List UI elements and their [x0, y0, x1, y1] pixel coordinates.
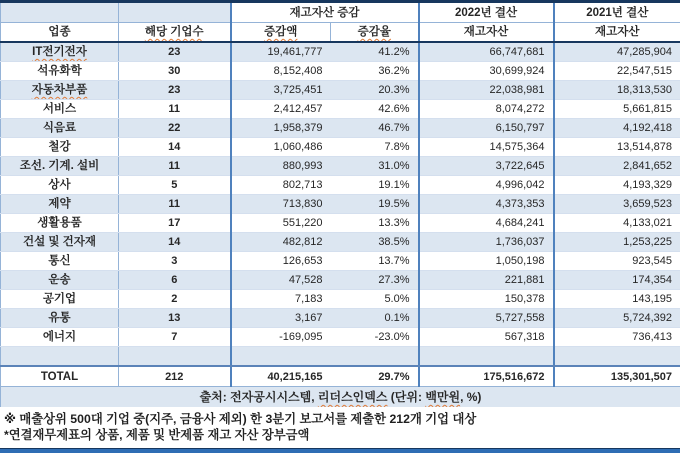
table-row — [1, 119, 680, 138]
total-company-count: 212 — [119, 366, 231, 387]
header-change-amount: 증감액 — [231, 23, 331, 43]
industry-cell: 철강 — [1, 138, 119, 157]
table-row — [1, 309, 680, 328]
header-2022-settlement: 2022년 결산 — [419, 2, 554, 23]
company-count-cell: 17 — [119, 214, 231, 233]
change-amount-cell: 1,060,486 — [231, 138, 331, 157]
inventory-2022-cell: 3,722,645 — [419, 157, 554, 176]
change-rate-cell: 38.5% — [331, 233, 419, 252]
change-rate-cell: 41.2% — [331, 42, 419, 62]
total-change-rate: 29.7% — [331, 366, 419, 387]
company-count-cell: 14 — [119, 138, 231, 157]
company-count-cell: 11 — [119, 157, 231, 176]
change-amount-cell: 8,152,408 — [231, 62, 331, 81]
change-amount-cell: 713,830 — [231, 195, 331, 214]
industry-cell: 통신 — [1, 252, 119, 271]
inventory-2021-cell: 22,547,515 — [554, 62, 680, 81]
company-count-cell: 11 — [119, 195, 231, 214]
inventory-2022-cell: 1,736,037 — [419, 233, 554, 252]
total-inventory-2021: 135,301,507 — [554, 366, 680, 387]
inventory-2022-cell: 1,050,198 — [419, 252, 554, 271]
change-amount-cell: 1,958,379 — [231, 119, 331, 138]
header-group-row — [1, 2, 680, 23]
header-blank-count — [119, 2, 231, 23]
change-amount-cell: 2,412,457 — [231, 100, 331, 119]
industry-cell: 서비스 — [1, 100, 119, 119]
header-2021-settlement: 2021년 결산 — [554, 2, 680, 23]
change-amount-cell: 7,183 — [231, 290, 331, 309]
industry-cell: 조선. 기계. 설비 — [1, 157, 119, 176]
industry-cell: IT전기전자 — [1, 42, 119, 62]
company-count-cell: 6 — [119, 271, 231, 290]
header-inventory-2022: 재고자산 — [419, 23, 554, 43]
inventory-2021-cell: 174,354 — [554, 271, 680, 290]
industry-cell: 유통 — [1, 309, 119, 328]
company-count-cell: 14 — [119, 233, 231, 252]
change-amount-cell: 802,713 — [231, 176, 331, 195]
inventory-2021-cell: 18,313,530 — [554, 81, 680, 100]
change-rate-cell: 27.3% — [331, 271, 419, 290]
source-provider: 리더스인덱스 — [318, 390, 388, 404]
inventory-2022-cell: 4,373,353 — [419, 195, 554, 214]
table-row — [1, 138, 680, 157]
source-line: 출처: 전자공시시스템, 리더스인덱스 (단위: 백만원, %) — [1, 387, 680, 408]
industry-cell: 운송 — [1, 271, 119, 290]
inventory-2022-cell: 4,996,042 — [419, 176, 554, 195]
industry-cell: 자동차부품 — [1, 81, 119, 100]
change-rate-cell: 7.8% — [331, 138, 419, 157]
header-group-inventory-change: 재고자산 증감 — [231, 2, 419, 23]
header-industry: 업종 — [1, 23, 119, 43]
industry-cell: 건설 및 건자재 — [1, 233, 119, 252]
table-row — [1, 252, 680, 271]
change-rate-cell: 20.3% — [331, 81, 419, 100]
inventory-2021-cell: 1,253,225 — [554, 233, 680, 252]
footnote-scope: ※ 매출상위 500대 기업 중(지주, 금융사 제외) 한 3분기 보고서를 제출한 212개 기업 대상 — [4, 411, 676, 427]
company-count-cell: 13 — [119, 309, 231, 328]
inventory-2021-cell: 4,193,329 — [554, 176, 680, 195]
table-footer — [1, 347, 680, 408]
total-row — [1, 366, 680, 387]
total-change-amount: 40,215,165 — [231, 366, 331, 387]
company-count-cell: 7 — [119, 328, 231, 347]
inventory-2021-cell: 143,195 — [554, 290, 680, 309]
company-count-cell: 2 — [119, 290, 231, 309]
bottom-border-line — [0, 448, 680, 453]
change-rate-cell: -23.0% — [331, 328, 419, 347]
change-rate-cell: 0.1% — [331, 309, 419, 328]
inventory-2021-cell: 47,285,904 — [554, 42, 680, 62]
inventory-2022-cell: 8,074,272 — [419, 100, 554, 119]
header-column-row — [1, 23, 680, 43]
inventory-2021-cell: 5,661,815 — [554, 100, 680, 119]
company-count-cell: 30 — [119, 62, 231, 81]
company-count-cell: 3 — [119, 252, 231, 271]
inventory-2022-cell: 14,575,364 — [419, 138, 554, 157]
change-rate-cell: 13.3% — [331, 214, 419, 233]
footnote-definition: *연결재무제표의 상품, 제품 및 반제품 재고 자산 장부금액 — [4, 427, 676, 443]
inventory-2021-cell: 4,192,418 — [554, 119, 680, 138]
industry-cell: 생활용품 — [1, 214, 119, 233]
inventory-2022-cell: 5,727,558 — [419, 309, 554, 328]
company-count-cell: 23 — [119, 42, 231, 62]
change-amount-cell: 482,812 — [231, 233, 331, 252]
change-amount-cell: -169,095 — [231, 328, 331, 347]
inventory-2021-cell: 4,133,021 — [554, 214, 680, 233]
inventory-2021-cell: 5,724,392 — [554, 309, 680, 328]
company-count-cell: 22 — [119, 119, 231, 138]
header-company-count: 해당 기업수 — [119, 23, 231, 43]
table-row — [1, 157, 680, 176]
table-row — [1, 328, 680, 347]
table-header — [1, 2, 680, 43]
inventory-2021-cell: 3,659,523 — [554, 195, 680, 214]
spacer-row — [1, 347, 680, 367]
table-row — [1, 81, 680, 100]
change-rate-cell: 31.0% — [331, 157, 419, 176]
industry-cell: 제약 — [1, 195, 119, 214]
company-count-cell: 23 — [119, 81, 231, 100]
change-amount-cell: 880,993 — [231, 157, 331, 176]
table-row — [1, 233, 680, 252]
total-inventory-2022: 175,516,672 — [419, 366, 554, 387]
change-rate-cell: 36.2% — [331, 62, 419, 81]
change-rate-cell: 19.5% — [331, 195, 419, 214]
table-row — [1, 42, 680, 62]
table-row — [1, 290, 680, 309]
change-amount-cell: 19,461,777 — [231, 42, 331, 62]
industry-cell: 식음료 — [1, 119, 119, 138]
table-row — [1, 62, 680, 81]
change-amount-cell: 3,725,451 — [231, 81, 331, 100]
header-blank-industry — [1, 2, 119, 23]
table-row — [1, 176, 680, 195]
inventory-2021-cell: 13,514,878 — [554, 138, 680, 157]
change-amount-cell: 3,167 — [231, 309, 331, 328]
inventory-2022-cell: 22,038,981 — [419, 81, 554, 100]
change-rate-cell: 42.6% — [331, 100, 419, 119]
header-change-rate: 증감율 — [331, 23, 419, 43]
change-amount-cell: 126,653 — [231, 252, 331, 271]
company-count-cell: 11 — [119, 100, 231, 119]
inventory-2022-cell: 221,881 — [419, 271, 554, 290]
inventory-2021-cell: 736,413 — [554, 328, 680, 347]
inventory-2022-cell: 66,747,681 — [419, 42, 554, 62]
inventory-2021-cell: 2,841,652 — [554, 157, 680, 176]
industry-cell: 공기업 — [1, 290, 119, 309]
inventory-2022-cell: 567,318 — [419, 328, 554, 347]
change-rate-cell: 19.1% — [331, 176, 419, 195]
change-rate-cell: 46.7% — [331, 119, 419, 138]
source-row — [1, 387, 680, 408]
inventory-2021-cell: 923,545 — [554, 252, 680, 271]
table-body — [1, 42, 680, 347]
inventory-2022-cell: 4,684,241 — [419, 214, 554, 233]
industry-cell: 상사 — [1, 176, 119, 195]
table-row — [1, 195, 680, 214]
unit-label: 백만원 — [425, 390, 460, 404]
change-rate-cell: 13.7% — [331, 252, 419, 271]
footnotes — [0, 407, 680, 445]
table-row — [1, 271, 680, 290]
industry-cell: 에너지 — [1, 328, 119, 347]
change-rate-cell: 5.0% — [331, 290, 419, 309]
table-row — [1, 100, 680, 119]
change-amount-cell: 47,528 — [231, 271, 331, 290]
header-inventory-2021: 재고자산 — [554, 23, 680, 43]
total-label: TOTAL — [1, 366, 119, 387]
change-amount-cell: 551,220 — [231, 214, 331, 233]
inventory-2022-cell: 150,378 — [419, 290, 554, 309]
industry-cell: 석유화학 — [1, 62, 119, 81]
inventory-2022-cell: 30,699,924 — [419, 62, 554, 81]
inventory-2022-cell: 6,150,797 — [419, 119, 554, 138]
company-count-cell: 5 — [119, 176, 231, 195]
table-row — [1, 214, 680, 233]
